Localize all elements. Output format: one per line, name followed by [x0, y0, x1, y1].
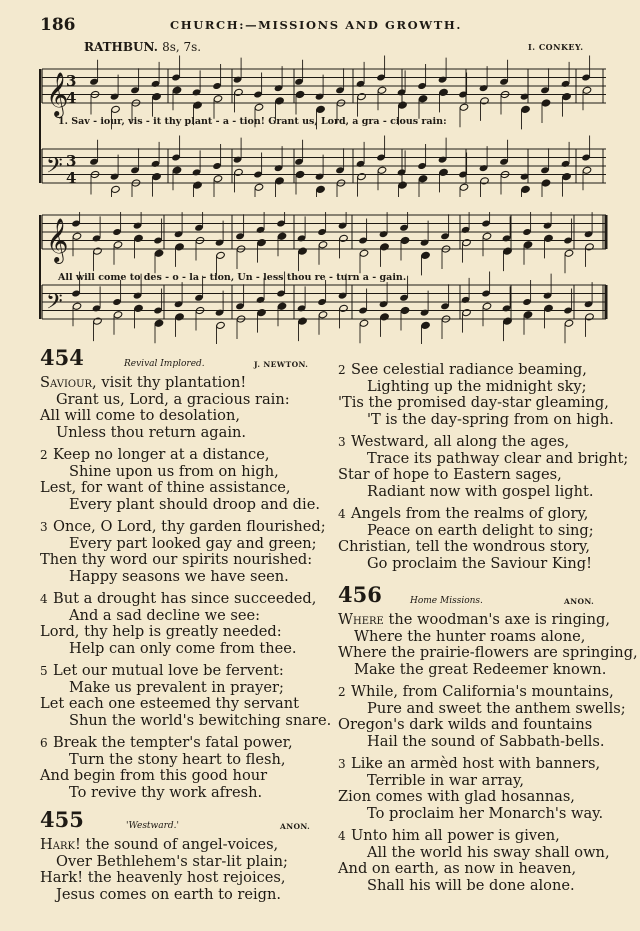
verse-line: Terrible in war array, — [367, 771, 524, 789]
verse-line: All will come to desolation, — [40, 407, 240, 424]
verse-line: Trace its pathway clear and bright; — [367, 449, 629, 467]
stanza — [40, 837, 330, 903]
first-word: Where — [338, 611, 384, 628]
stanza — [338, 828, 630, 894]
verse-line: Star of hope to Eastern sages, — [338, 466, 562, 483]
stanza-number: 2 — [338, 363, 346, 377]
verse-text: But a drought has since succeeded, — [53, 590, 317, 607]
verse-text: Let our mutual love be fervent: — [53, 662, 284, 679]
verse-line: Where the hunter roams alone, — [354, 627, 586, 645]
verse-line — [40, 519, 330, 536]
verse-line: To proclaim her Monarch's way. — [367, 804, 604, 822]
page-number: 186 — [40, 15, 76, 35]
verse-line: And begin from this good hour — [40, 767, 268, 784]
right-column — [338, 361, 638, 900]
hymn-author: ANON. — [564, 597, 595, 606]
hymn-454 — [40, 345, 330, 801]
verse-line: Let each one esteemed thy servant — [40, 695, 300, 712]
hymn-number: 455 — [40, 807, 84, 832]
stanza-list — [338, 362, 630, 572]
verse-line: Radiant now with gospel light. — [367, 482, 594, 500]
stanza-number: 4 — [40, 592, 48, 606]
verse-line — [40, 663, 330, 680]
hymn-header — [40, 345, 330, 375]
verse-line — [338, 756, 630, 773]
hymn-author: ANON. — [280, 822, 311, 831]
stanza — [40, 447, 330, 513]
stanza-number: 3 — [40, 520, 48, 534]
svg-text:3: 3 — [66, 152, 77, 170]
stanza-number: 3 — [338, 757, 346, 771]
hymn-number: 456 — [338, 582, 382, 607]
hymn-456 — [338, 582, 638, 894]
stanza — [338, 434, 630, 500]
verse-text: visit thy plantation! — [96, 374, 247, 391]
tune-heading — [84, 40, 201, 54]
hymn-title: Home Missions. — [410, 596, 483, 606]
verse-line: Where the prairie-flowers are springing, — [338, 644, 638, 661]
verse-line: Lighting up the midnight sky; — [367, 377, 587, 395]
stanza-list — [338, 611, 638, 894]
stanza-number: 2 — [40, 448, 48, 462]
stanza — [40, 519, 330, 585]
verse-text: Unto him all power is given, — [351, 827, 560, 844]
hymn-header — [338, 582, 630, 612]
first-word: Saviour, — [40, 374, 97, 391]
verse-line: Every plant should droop and die. — [69, 495, 320, 513]
tune-meter: 8s, 7s. — [162, 40, 202, 54]
lyrics-line-2: All will come to des - o - la - tion, Un - less thou re - turn a - gain. — [58, 272, 407, 283]
svg-text:𝄞: 𝄞 — [46, 72, 69, 116]
verse-text: Westward, all along the ages, — [351, 433, 570, 450]
verse-line: To revive thy work afresh. — [69, 783, 263, 801]
first-word: Hark! — [40, 836, 81, 853]
hymn-455 — [40, 807, 330, 903]
verse-line: Grant us, Lord, a gracious rain: — [56, 390, 290, 408]
verse-text: Like an armèd host with banners, — [351, 755, 601, 772]
verse-line: Jesus comes on earth to reign. — [56, 885, 282, 903]
verse-line — [338, 506, 630, 523]
stanza — [40, 591, 330, 657]
verse-line: Help can only come from thee. — [69, 639, 297, 657]
stanza — [40, 663, 330, 729]
lyrics-line-1: 1. Sav - iour, vis - it thy plant - a - tion! Grant us, Lord, a gra - cious rain: — [58, 116, 447, 127]
verse-line: Lest, for want of thine assistance, — [40, 479, 291, 496]
verse-line: 'T is the day-spring from on high. — [367, 410, 614, 428]
svg-text:4: 4 — [66, 89, 77, 107]
svg-text:𝄢: 𝄢 — [46, 153, 63, 184]
verse-line — [40, 591, 330, 608]
verse-line — [40, 735, 330, 752]
svg-text:4: 4 — [66, 169, 77, 187]
left-column — [40, 345, 330, 909]
verse-text: Keep no longer at a distance, — [53, 446, 270, 463]
stanza — [338, 362, 630, 428]
verse-line: Go proclaim the Saviour King! — [367, 554, 592, 572]
running-head: CHURCH:—MISSIONS AND GROWTH. — [170, 18, 462, 32]
verse-line: All the world his sway shall own, — [367, 843, 610, 861]
verse-line — [40, 837, 330, 854]
verse-line: Over Bethlehem's star-lit plain; — [56, 852, 288, 870]
svg-text:𝄞: 𝄞 — [46, 218, 69, 262]
stanza — [338, 506, 630, 572]
verse-line: Shun the world's bewitching snare. — [69, 711, 332, 729]
hymn-title: 'Westward.' — [126, 821, 180, 831]
verse-line: Unless thou return again. — [56, 423, 247, 441]
stanza-list — [40, 375, 330, 801]
stanza-number: 4 — [338, 507, 346, 521]
stanza — [40, 375, 330, 441]
verse-text: Break the tempter's fatal power, — [53, 734, 293, 751]
verse-line — [338, 684, 630, 701]
page-header — [40, 15, 610, 37]
verse-line: Christian, tell the wondrous story, — [338, 538, 590, 555]
verse-text: While, from California's mountains, — [351, 683, 614, 700]
verse-text: the sound of angel-voices, — [80, 836, 279, 853]
verse-line: Shine upon us from on high, — [69, 462, 279, 480]
stanza — [338, 611, 638, 678]
verse-line: Hail the sound of Sabbath-bells. — [367, 732, 605, 750]
hymn-title: Revival Implored. — [124, 359, 205, 369]
verse-line — [338, 828, 630, 845]
stanza-list — [40, 837, 330, 903]
verse-text: the woodman's axe is ringing, — [383, 611, 610, 628]
verse-line — [40, 447, 330, 464]
verse-line: And on earth, as now in heaven, — [338, 860, 577, 877]
svg-text:3: 3 — [66, 72, 77, 90]
verse-line — [338, 612, 630, 629]
verse-line — [338, 434, 630, 451]
verse-line: Then thy word our spirits nourished: — [40, 551, 313, 568]
stanza-number: 5 — [40, 664, 48, 678]
verse-line: Pure and sweet the anthem swells; — [367, 699, 626, 717]
verse-line: Hark! the heavenly host rejoices, — [40, 869, 286, 886]
verse-line — [40, 375, 330, 392]
hymn-number: 454 — [40, 345, 84, 370]
verse-line: And a sad decline we see: — [69, 606, 261, 624]
verse-text: Once, O Lord, thy garden flourished; — [53, 518, 326, 535]
verse-line: Every part looked gay and green; — [69, 534, 317, 552]
verse-line: Oregon's dark wilds and fountains — [338, 716, 593, 733]
verse-line: Happy seasons we have seen. — [69, 567, 289, 585]
verse-line — [338, 362, 630, 379]
hymn-header — [40, 807, 330, 837]
verse-line: Turn the stony heart to flesh, — [69, 750, 286, 768]
verse-line: Peace on earth delight to sing; — [367, 521, 594, 539]
stanza-number: 6 — [40, 736, 48, 750]
verse-text: Angels from the realms of glory, — [351, 505, 589, 522]
verse-line: Make the great Redeemer known. — [354, 660, 607, 678]
hymn-author: J. NEWTON. — [254, 360, 309, 369]
verse-text: See celestial radiance beaming, — [351, 361, 587, 378]
stanza — [338, 756, 630, 822]
tune-composer: I. CONKEY. — [528, 42, 584, 52]
tune-name: RATHBUN. — [84, 40, 158, 54]
verse-line: 'Tis the promised day-star gleaming, — [338, 394, 609, 411]
verse-line: Zion comes with glad hosannas, — [338, 788, 575, 805]
stanza — [338, 684, 630, 750]
stanza-number: 3 — [338, 435, 346, 449]
verse-line: Shall his will be done alone. — [367, 876, 575, 894]
stanza — [40, 735, 330, 801]
verse-line: Make us prevalent in prayer; — [69, 678, 284, 696]
verse-line: Lord, thy help is greatly needed: — [40, 623, 282, 640]
stanza-number: 2 — [338, 685, 346, 699]
stanza-number: 4 — [338, 829, 346, 843]
svg-text:𝄢: 𝄢 — [46, 289, 63, 320]
